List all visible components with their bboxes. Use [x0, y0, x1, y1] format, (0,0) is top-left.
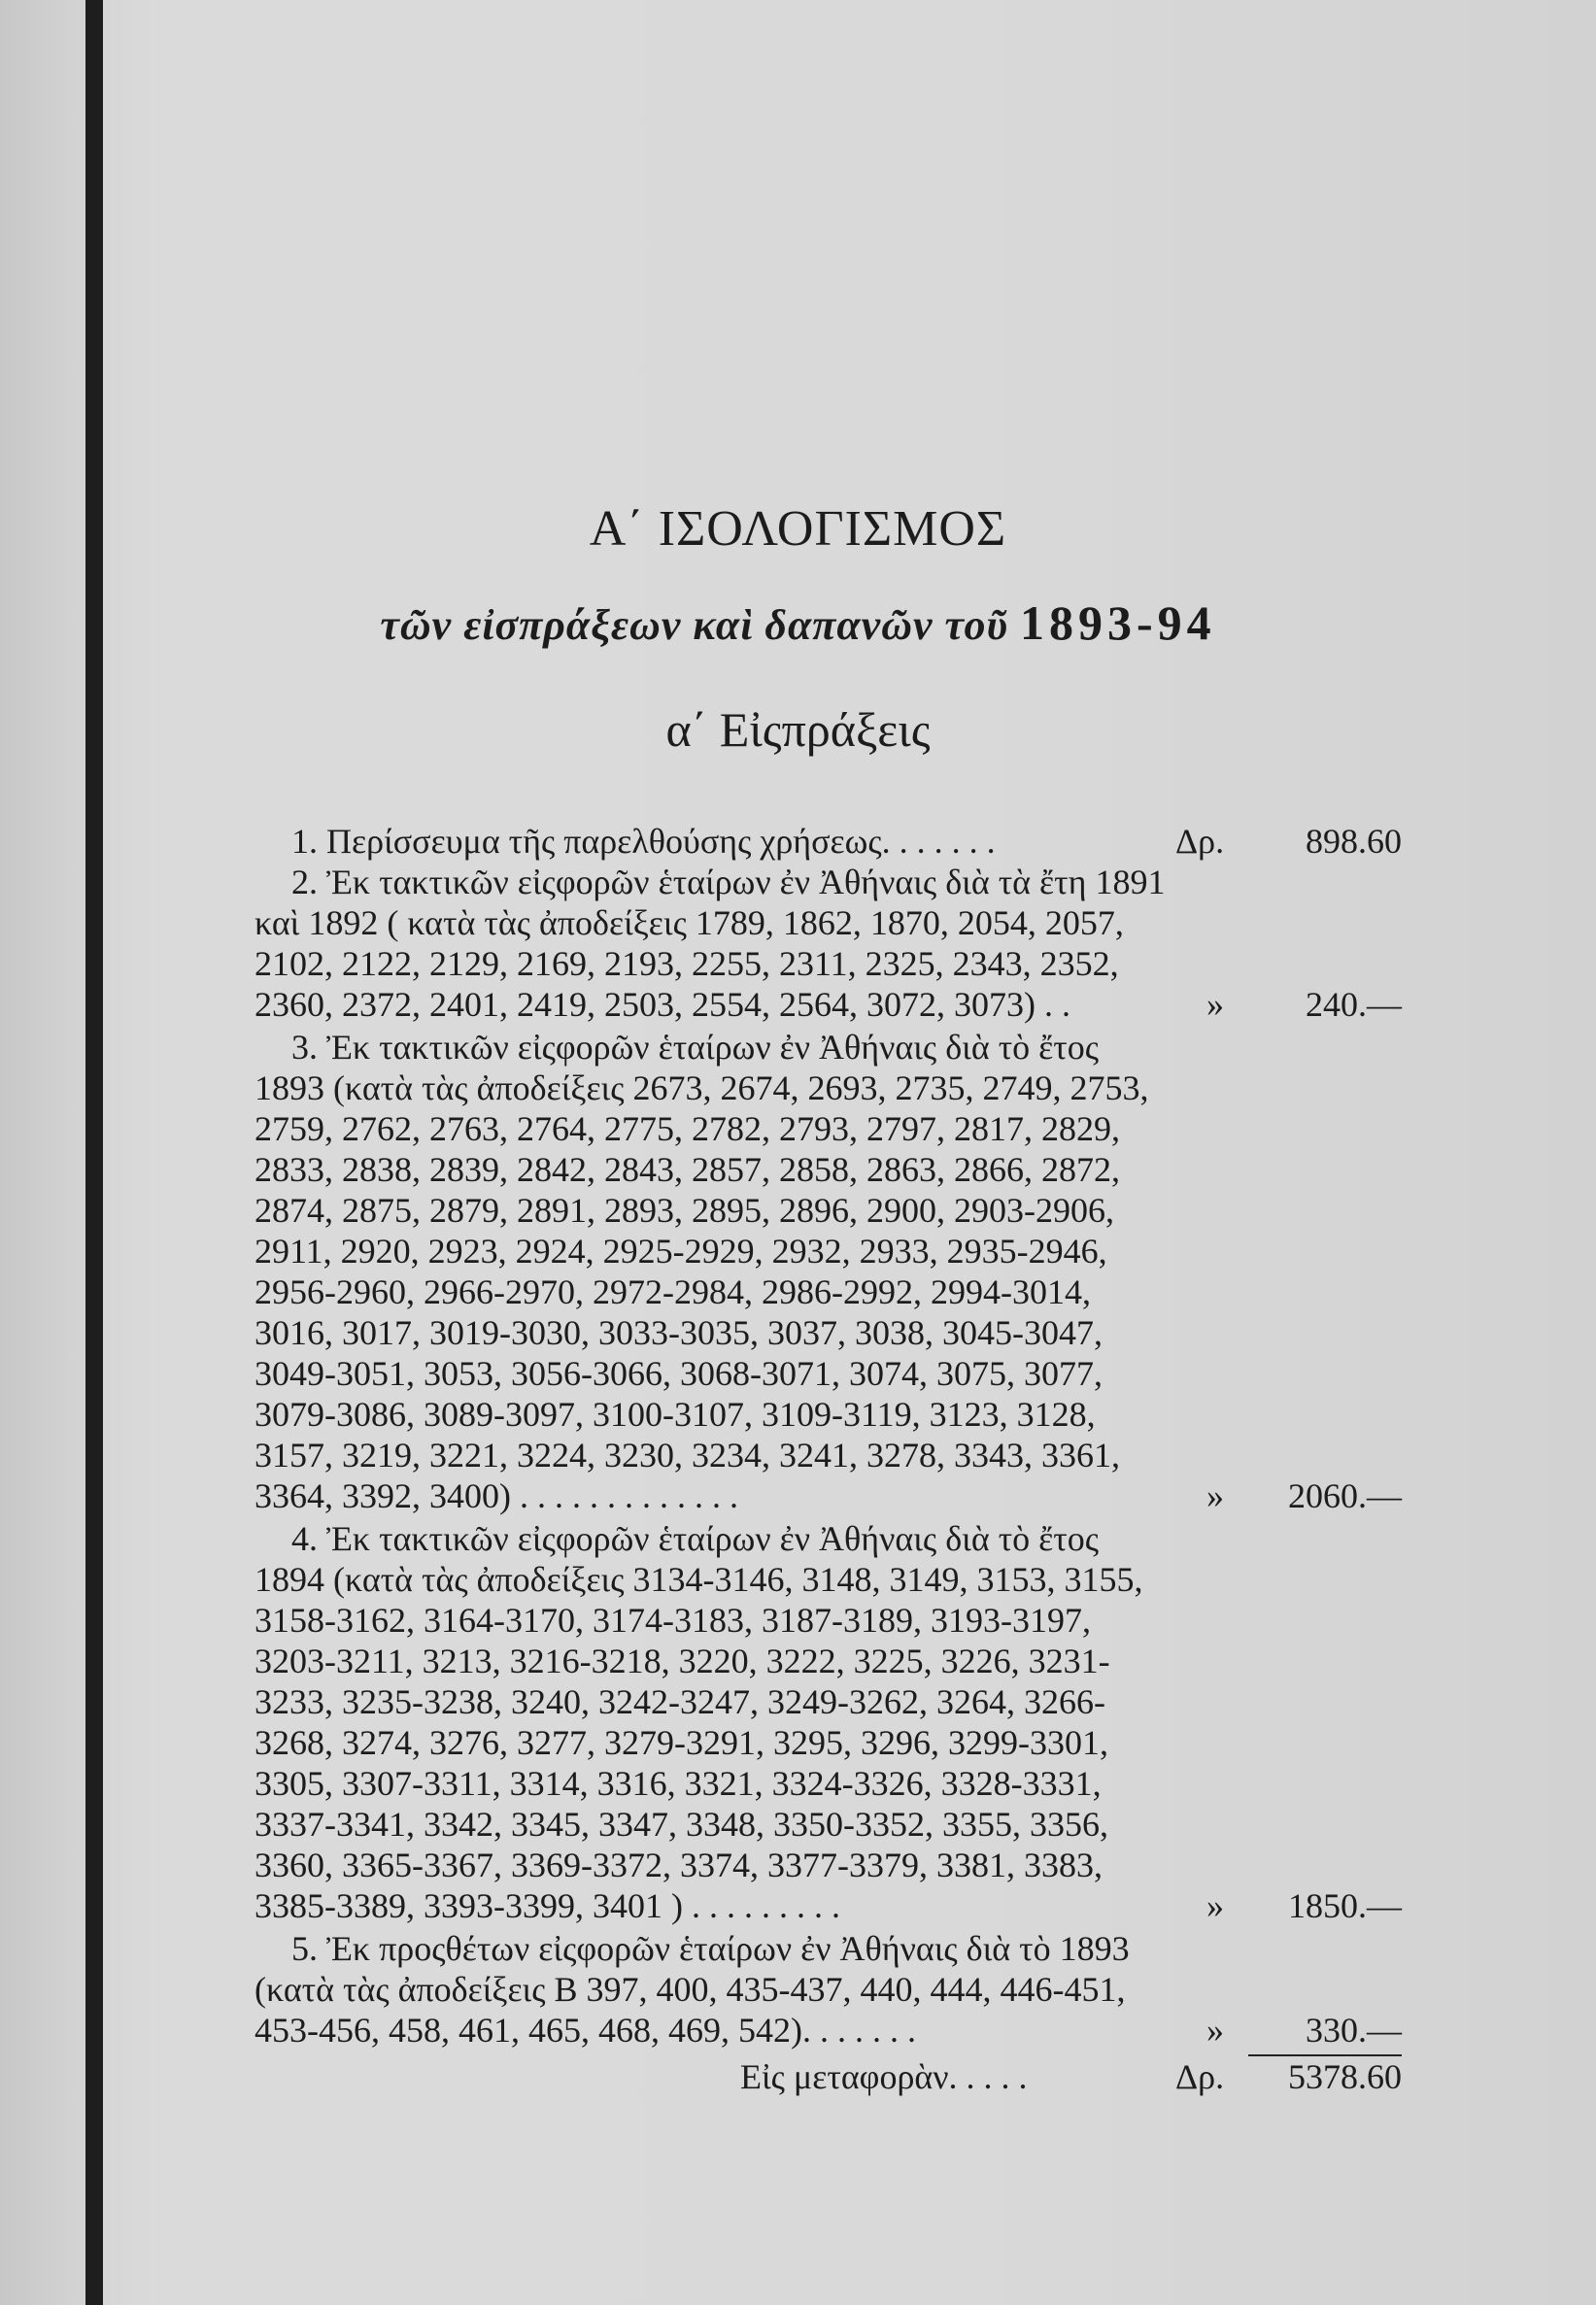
entry-line: 2360, 2372, 2401, 2419, 2503, 2554, 2564, 3072, 3073) . . — [255, 985, 1070, 1024]
currency-label: Δρ. — [1175, 2057, 1225, 2096]
entry-line: 3203-3211, 3213, 3216-3218, 3220, 3222, 3225, 3226, 3231- — [255, 1642, 1110, 1680]
entry-line: 2. Ἐκ τακτικῶν εἰςφορῶν ἑταίρων ἐν Ἀθήναις διὰ τὰ ἔτη 1891 — [291, 863, 1166, 901]
page-subtitle — [0, 594, 1596, 651]
entry-line: 5. Ἐκ προςθέτων εἰςφορῶν ἑταίρων ἐν Ἀθήναις διὰ τὸ 1893 — [291, 1929, 1130, 1968]
entry-line: 2833, 2838, 2839, 2842, 2843, 2857, 2858, 2863, 2866, 2872, — [255, 1150, 1120, 1189]
amount: 1850.— — [1288, 1886, 1402, 1925]
entry-line: 3079-3086, 3089-3097, 3100-3107, 3109-3119, 3123, 3128, — [255, 1395, 1096, 1434]
ditto-mark: » — [1206, 985, 1224, 1024]
amount: 2060.— — [1288, 1476, 1402, 1515]
entry-line: 2911, 2920, 2923, 2924, 2925-2929, 2932, 2933, 2935-2946, — [255, 1232, 1107, 1271]
total-rule — [1248, 2054, 1402, 2056]
entry-line: 2759, 2762, 2763, 2764, 2775, 2782, 2793, 2797, 2817, 2829, — [255, 1109, 1120, 1148]
entry-line: 3016, 3017, 3019-3030, 3033-3035, 3037, 3038, 3045-3047, — [255, 1313, 1103, 1352]
currency-label: Δρ. — [1175, 822, 1225, 861]
entry-line: 2102, 2122, 2129, 2169, 2193, 2255, 2311, 2325, 2343, 2352, — [255, 944, 1119, 983]
amount: 898.60 — [1306, 822, 1402, 861]
total-amount: 5378.60 — [1288, 2057, 1402, 2096]
entry-line: 4. Ἐκ τακτικῶν εἰςφορῶν ἑταίρων ἐν Ἀθήναις διὰ τὸ ἔτος — [291, 1519, 1100, 1558]
entry-line: 3233, 3235-3238, 3240, 3242-3247, 3249-3262, 3264, 3266- — [255, 1682, 1105, 1721]
page-title: Α΄ ΙΣΟΛΟΓΙΣΜΟΣ — [589, 501, 1007, 557]
entry-line: 2956-2960, 2966-2970, 2972-2984, 2986-2992, 2994-3014, — [255, 1272, 1091, 1311]
entry-line: (κατὰ τὰς ἀποδείξεις Β 397, 400, 435-437, 440, 444, 446-451, — [255, 1970, 1126, 2009]
entry-line: 3385-3389, 3393-3399, 3401 ) . . . . . . . . . — [255, 1886, 840, 1925]
entry-line: 2874, 2875, 2879, 2891, 2893, 2895, 2896, 2900, 2903-2906, — [255, 1191, 1114, 1230]
ditto-mark: » — [1206, 1886, 1224, 1925]
amount: 330.— — [1306, 2011, 1402, 2050]
entry-line: 3364, 3392, 3400) . . . . . . . . . . . . . — [255, 1476, 738, 1515]
entry-line: 3268, 3274, 3276, 3277, 3279-3291, 3295, 3296, 3299-3301, — [255, 1723, 1108, 1762]
subtitle-year: 1893-94 — [1020, 595, 1216, 650]
entry-line: 3157, 3219, 3221, 3224, 3230, 3234, 3241, 3278, 3343, 3361, — [255, 1436, 1120, 1475]
entry-line: 3. Ἐκ τακτικῶν εἰςφορῶν ἑταίρων ἐν Ἀθήναις διὰ τὸ ἔτος — [291, 1028, 1100, 1067]
ditto-mark: » — [1206, 2011, 1224, 2050]
carry-forward-label: Εἰς μεταφορὰν. . . . . — [740, 2057, 1028, 2096]
entry-line: 3305, 3307-3311, 3314, 3316, 3321, 3324-3326, 3328-3331, — [255, 1764, 1102, 1803]
entry-line: 3360, 3365-3367, 3369-3372, 3374, 3377-3379, 3381, 3383, — [255, 1846, 1103, 1884]
subtitle-text: τῶν εἰσπράξεων καὶ δαπανῶν τοῦ — [380, 601, 1008, 649]
binding-shadow — [0, 0, 85, 2305]
entry-line: καὶ 1892 ( κατὰ τὰς ἀποδείξεις 1789, 1862, 1870, 2054, 2057, — [255, 903, 1124, 942]
section-heading: α΄ Εἰςπράξεις — [665, 702, 931, 757]
binding-edge — [85, 0, 103, 2305]
entry-line: 1894 (κατὰ τὰς ἀποδείξεις 3134-3146, 3148, 3149, 3153, 3155, — [255, 1560, 1143, 1599]
entry-line: 1. Περίσσευμα τῆς παρελθούσης χρήσεως. . . . . . . — [291, 822, 996, 861]
entry-line: 453-456, 458, 461, 465, 468, 469, 542). . . . . . . — [255, 2011, 916, 2050]
entry-line: 3158-3162, 3164-3170, 3174-3183, 3187-3189, 3193-3197, — [255, 1601, 1091, 1640]
entry-line: 3049-3051, 3053, 3056-3066, 3068-3071, 3074, 3075, 3077, — [255, 1354, 1103, 1393]
entry-line: 3337-3341, 3342, 3345, 3347, 3348, 3350-3352, 3355, 3356, — [255, 1805, 1108, 1844]
ditto-mark: » — [1206, 1476, 1224, 1515]
amount: 240.— — [1306, 985, 1402, 1024]
entry-line: 1893 (κατὰ τὰς ἀποδείξεις 2673, 2674, 2693, 2735, 2749, 2753, — [255, 1068, 1149, 1107]
